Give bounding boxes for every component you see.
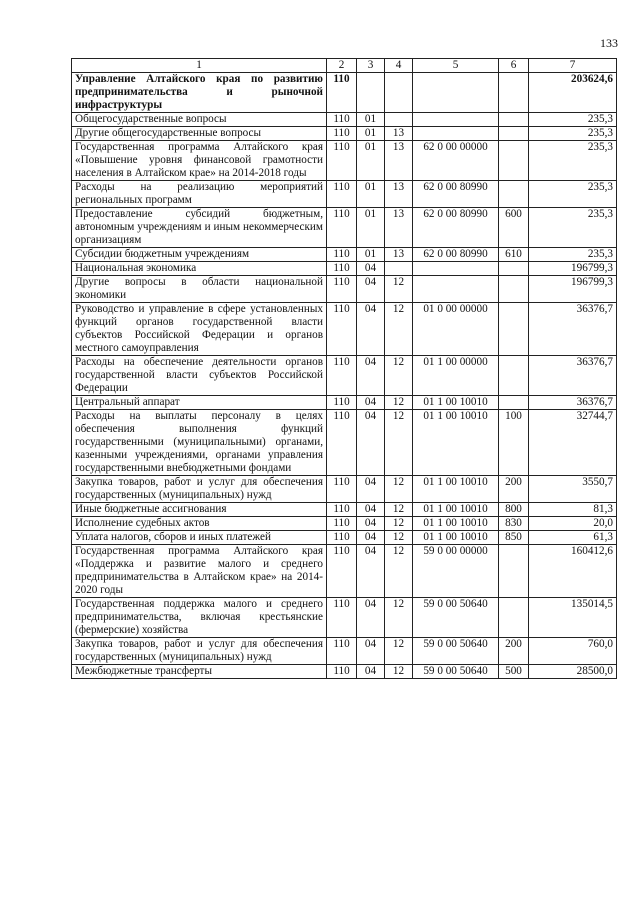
row-name-cell: Национальная экономика <box>72 262 327 276</box>
expense-type-cell <box>499 181 529 208</box>
target-article-cell: 01 1 00 10010 <box>413 517 499 531</box>
table-row <box>72 73 617 113</box>
row-name-cell: Субсидии бюджетным учреждениям <box>72 248 327 262</box>
section-code-cell: 01 <box>357 248 385 262</box>
row-name-cell: Иные бюджетные ассигнования <box>72 503 327 517</box>
subsection-code-cell: 12 <box>385 276 413 303</box>
subsection-code-cell: 12 <box>385 665 413 679</box>
section-code-cell: 01 <box>357 208 385 248</box>
expense-type-cell: 830 <box>499 517 529 531</box>
target-article-cell: 01 1 00 10010 <box>413 476 499 503</box>
section-code-cell: 04 <box>357 303 385 356</box>
subsection-code-cell: 12 <box>385 476 413 503</box>
expense-type-cell <box>499 276 529 303</box>
department-code-cell: 110 <box>327 73 357 113</box>
department-code-cell: 110 <box>327 503 357 517</box>
table-row <box>72 517 617 531</box>
target-article-cell <box>413 127 499 141</box>
column-number-row <box>72 59 617 73</box>
subsection-code-cell: 13 <box>385 181 413 208</box>
expense-type-cell: 100 <box>499 410 529 476</box>
target-article-cell <box>413 276 499 303</box>
expense-type-cell <box>499 303 529 356</box>
department-code-cell: 110 <box>327 665 357 679</box>
amount-cell: 135014,5 <box>529 598 617 638</box>
target-article-cell: 01 1 00 00000 <box>413 356 499 396</box>
amount-cell: 36376,7 <box>529 303 617 356</box>
subsection-code-cell <box>385 73 413 113</box>
amount-cell: 61,3 <box>529 531 617 545</box>
expense-type-cell: 850 <box>499 531 529 545</box>
department-code-cell: 110 <box>327 276 357 303</box>
subsection-code-cell: 12 <box>385 545 413 598</box>
table-row <box>72 531 617 545</box>
column-number-4: 4 <box>385 59 413 73</box>
amount-cell: 235,3 <box>529 127 617 141</box>
target-article-cell: 01 1 00 10010 <box>413 410 499 476</box>
subsection-code-cell: 12 <box>385 638 413 665</box>
department-code-cell: 110 <box>327 113 357 127</box>
row-name-cell: Исполнение судебных актов <box>72 517 327 531</box>
row-name-cell: Межбюджетные трансферты <box>72 665 327 679</box>
department-code-cell: 110 <box>327 141 357 181</box>
row-name-cell: Государственная программа Алтайского края «Поддержка и развитие малого и среднего предпринимательства в Алтайском крае» на 2014-2020 годы <box>72 545 327 598</box>
row-name-cell: Другие вопросы в области национальной экономики <box>72 276 327 303</box>
column-number-6: 6 <box>499 59 529 73</box>
section-code-cell: 04 <box>357 476 385 503</box>
expense-type-cell <box>499 113 529 127</box>
subsection-code-cell: 12 <box>385 503 413 517</box>
amount-cell: 203624,6 <box>529 73 617 113</box>
target-article-cell: 59 0 00 50640 <box>413 638 499 665</box>
table-row <box>72 476 617 503</box>
department-code-cell: 110 <box>327 598 357 638</box>
target-article-cell: 62 0 00 80990 <box>413 181 499 208</box>
row-name-cell: Руководство и управление в сфере установленных функций органов государственной власти субъектов Российской Федерации и органов местного самоуправления <box>72 303 327 356</box>
amount-cell: 235,3 <box>529 181 617 208</box>
table-row <box>72 141 617 181</box>
amount-cell: 36376,7 <box>529 396 617 410</box>
row-name-cell: Закупка товаров, работ и услуг для обеспечения государственных (муниципальных) нужд <box>72 638 327 665</box>
amount-cell: 235,3 <box>529 113 617 127</box>
section-code-cell: 04 <box>357 665 385 679</box>
amount-cell: 81,3 <box>529 503 617 517</box>
expense-type-cell <box>499 545 529 598</box>
column-number-3: 3 <box>357 59 385 73</box>
expense-type-cell <box>499 396 529 410</box>
expense-type-cell: 800 <box>499 503 529 517</box>
expense-type-cell <box>499 127 529 141</box>
section-code-cell: 04 <box>357 503 385 517</box>
row-name-cell: Государственная программа Алтайского края «Повышение уровня финансовой грамотности населения в Алтайском крае» на 2014-2018 годы <box>72 141 327 181</box>
table-row <box>72 208 617 248</box>
section-code-cell: 01 <box>357 181 385 208</box>
row-name-cell: Уплата налогов, сборов и иных платежей <box>72 531 327 545</box>
row-name-cell: Предоставление субсидий бюджетным, автономным учреждениям и иным некоммерческим организациям <box>72 208 327 248</box>
section-code-cell: 04 <box>357 276 385 303</box>
section-code-cell: 01 <box>357 127 385 141</box>
expense-type-cell <box>499 356 529 396</box>
department-code-cell: 110 <box>327 181 357 208</box>
target-article-cell: 01 0 00 00000 <box>413 303 499 356</box>
department-code-cell: 110 <box>327 396 357 410</box>
department-code-cell: 110 <box>327 208 357 248</box>
target-article-cell <box>413 262 499 276</box>
subsection-code-cell: 12 <box>385 598 413 638</box>
expense-type-cell <box>499 598 529 638</box>
section-code-cell: 04 <box>357 638 385 665</box>
department-code-cell: 110 <box>327 410 357 476</box>
amount-cell: 760,0 <box>529 638 617 665</box>
target-article-cell: 62 0 00 00000 <box>413 141 499 181</box>
section-code-cell: 04 <box>357 545 385 598</box>
department-code-cell: 110 <box>327 531 357 545</box>
table-row <box>72 598 617 638</box>
amount-cell: 196799,3 <box>529 262 617 276</box>
table-row <box>72 638 617 665</box>
table-row <box>72 248 617 262</box>
amount-cell: 20,0 <box>529 517 617 531</box>
department-code-cell: 110 <box>327 248 357 262</box>
amount-cell: 235,3 <box>529 208 617 248</box>
amount-cell: 32744,7 <box>529 410 617 476</box>
subsection-code-cell: 12 <box>385 396 413 410</box>
department-code-cell: 110 <box>327 127 357 141</box>
subsection-code-cell: 13 <box>385 208 413 248</box>
amount-cell: 28500,0 <box>529 665 617 679</box>
target-article-cell: 59 0 00 50640 <box>413 665 499 679</box>
table-row <box>72 303 617 356</box>
table-row <box>72 545 617 598</box>
row-name-cell: Другие общегосударственные вопросы <box>72 127 327 141</box>
department-code-cell: 110 <box>327 476 357 503</box>
section-code-cell: 04 <box>357 356 385 396</box>
target-article-cell <box>413 73 499 113</box>
subsection-code-cell: 12 <box>385 531 413 545</box>
target-article-cell: 59 0 00 00000 <box>413 545 499 598</box>
row-name-cell: Расходы на обеспечение деятельности органов государственной власти субъектов Российской Федерации <box>72 356 327 396</box>
row-name-cell: Государственная поддержка малого и среднего предпринимательства, включая крестьянские (фермерские) хозяйства <box>72 598 327 638</box>
page-number: 133 <box>600 36 618 50</box>
section-code-cell: 04 <box>357 531 385 545</box>
department-code-cell: 110 <box>327 545 357 598</box>
expense-type-cell: 500 <box>499 665 529 679</box>
section-code-cell: 04 <box>357 396 385 410</box>
column-number-1: 1 <box>72 59 327 73</box>
column-number-5: 5 <box>413 59 499 73</box>
target-article-cell: 01 1 00 10010 <box>413 396 499 410</box>
row-name-cell: Общегосударственные вопросы <box>72 113 327 127</box>
expense-type-cell: 610 <box>499 248 529 262</box>
table-row <box>72 356 617 396</box>
subsection-code-cell <box>385 262 413 276</box>
section-code-cell: 04 <box>357 517 385 531</box>
row-name-cell: Управление Алтайского края по развитию предпринимательства и рыночной инфраструктуры <box>72 73 327 113</box>
target-article-cell: 01 1 00 10010 <box>413 531 499 545</box>
amount-cell: 160412,6 <box>529 545 617 598</box>
target-article-cell: 62 0 00 80990 <box>413 248 499 262</box>
department-code-cell: 110 <box>327 517 357 531</box>
target-article-cell <box>413 113 499 127</box>
table-row <box>72 665 617 679</box>
amount-cell: 3550,7 <box>529 476 617 503</box>
column-number-2: 2 <box>327 59 357 73</box>
table-row <box>72 276 617 303</box>
column-number-7: 7 <box>529 59 617 73</box>
subsection-code-cell: 12 <box>385 517 413 531</box>
table-row <box>72 127 617 141</box>
subsection-code-cell: 13 <box>385 248 413 262</box>
table-row <box>72 262 617 276</box>
amount-cell: 36376,7 <box>529 356 617 396</box>
target-article-cell: 62 0 00 80990 <box>413 208 499 248</box>
subsection-code-cell: 12 <box>385 303 413 356</box>
department-code-cell: 110 <box>327 638 357 665</box>
expense-type-cell <box>499 262 529 276</box>
section-code-cell: 01 <box>357 141 385 181</box>
department-code-cell: 110 <box>327 303 357 356</box>
row-name-cell: Расходы на выплаты персоналу в целях обеспечения выполнения функций государственными (муниципальными) органами, казенными учреждениями, органами управления государственными внебюджетными фондами <box>72 410 327 476</box>
section-code-cell <box>357 73 385 113</box>
subsection-code-cell: 12 <box>385 356 413 396</box>
row-name-cell: Расходы на реализацию мероприятий региональных программ <box>72 181 327 208</box>
amount-cell: 196799,3 <box>529 276 617 303</box>
subsection-code-cell: 13 <box>385 127 413 141</box>
section-code-cell: 04 <box>357 262 385 276</box>
expense-type-cell: 600 <box>499 208 529 248</box>
table-row <box>72 396 617 410</box>
table-row <box>72 410 617 476</box>
department-code-cell: 110 <box>327 356 357 396</box>
target-article-cell: 59 0 00 50640 <box>413 598 499 638</box>
table-row <box>72 503 617 517</box>
subsection-code-cell: 12 <box>385 410 413 476</box>
expense-type-cell <box>499 73 529 113</box>
table-row <box>72 113 617 127</box>
section-code-cell: 04 <box>357 410 385 476</box>
section-code-cell: 04 <box>357 598 385 638</box>
expense-type-cell: 200 <box>499 638 529 665</box>
subsection-code-cell <box>385 113 413 127</box>
row-name-cell: Закупка товаров, работ и услуг для обеспечения государственных (муниципальных) нужд <box>72 476 327 503</box>
expense-type-cell: 200 <box>499 476 529 503</box>
table-row <box>72 181 617 208</box>
department-code-cell: 110 <box>327 262 357 276</box>
section-code-cell: 01 <box>357 113 385 127</box>
expense-type-cell <box>499 141 529 181</box>
amount-cell: 235,3 <box>529 141 617 181</box>
subsection-code-cell: 13 <box>385 141 413 181</box>
row-name-cell: Центральный аппарат <box>72 396 327 410</box>
budget-table <box>71 58 617 679</box>
amount-cell: 235,3 <box>529 248 617 262</box>
target-article-cell: 01 1 00 10010 <box>413 503 499 517</box>
